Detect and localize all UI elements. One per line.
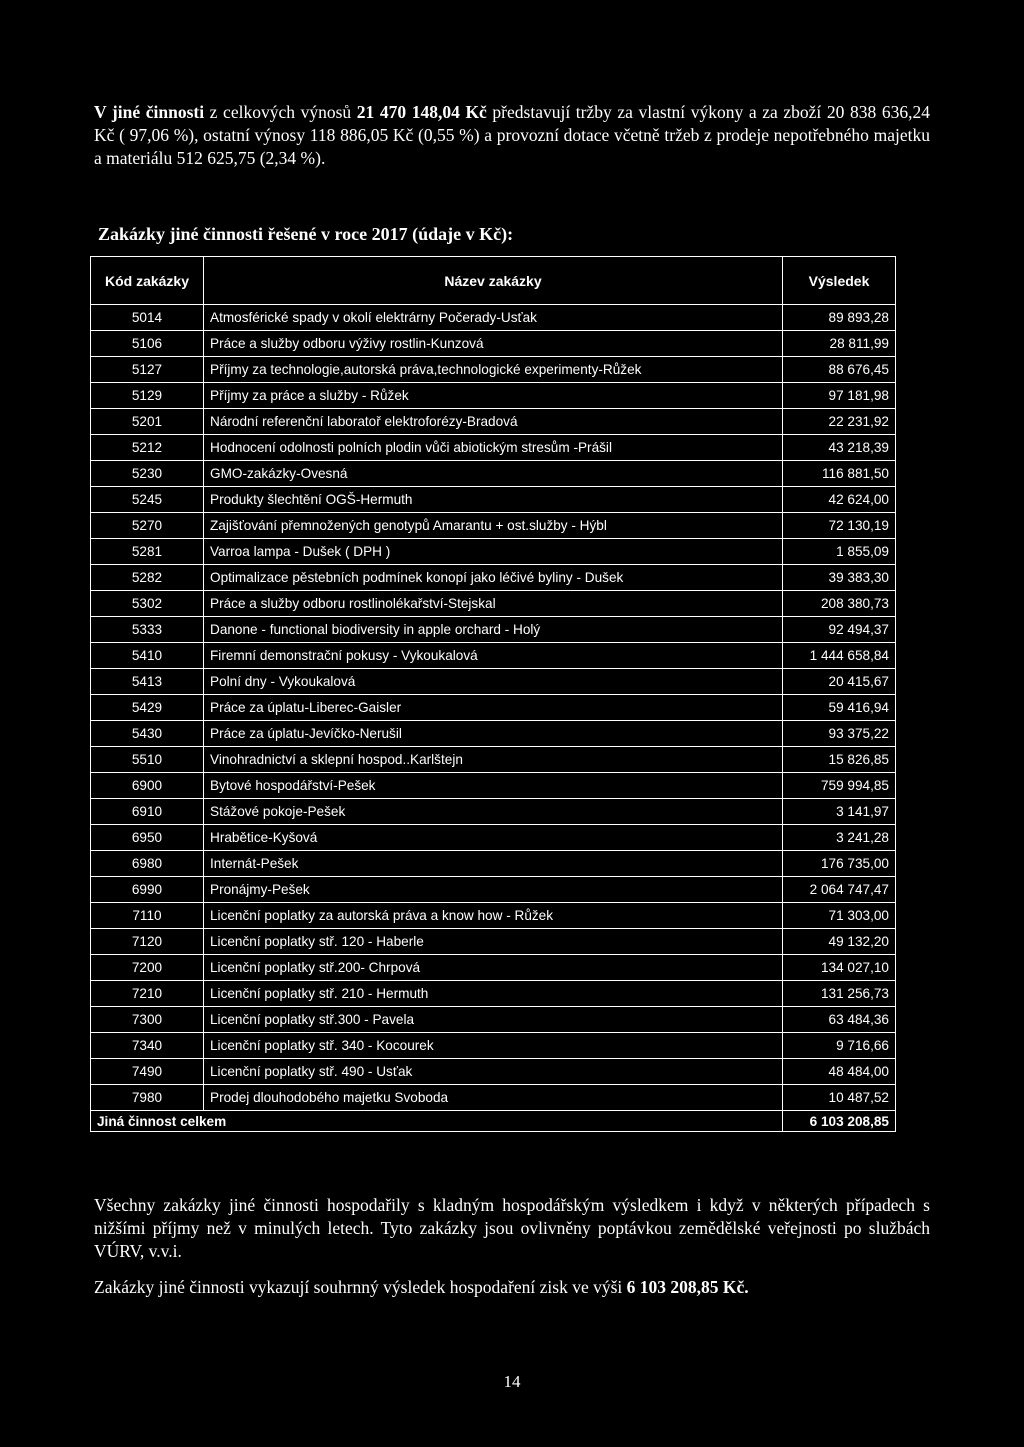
row-name: Vinohradnictví a sklepní hospod..Karlštejn: [204, 747, 783, 773]
row-code: 5510: [91, 747, 204, 773]
row-value: 92 494,37: [783, 617, 896, 643]
table-row: [91, 487, 896, 513]
row-code: 7980: [91, 1085, 204, 1111]
row-code: 5333: [91, 617, 204, 643]
table-row: [91, 1059, 896, 1085]
table-header-row: [91, 257, 896, 305]
table-row: [91, 591, 896, 617]
row-name: Licenční poplatky stř.300 - Pavela: [204, 1007, 783, 1033]
row-name: Firemní demonstrační pokusy - Vykoukalová: [204, 643, 783, 669]
row-code: 7200: [91, 955, 204, 981]
table-row: [91, 513, 896, 539]
table-row: [91, 799, 896, 825]
row-value: 39 383,30: [783, 565, 896, 591]
row-name: Bytové hospodářství-Pešek: [204, 773, 783, 799]
row-value: 10 487,52: [783, 1085, 896, 1111]
table-row: [91, 825, 896, 851]
row-value: 3 141,97: [783, 799, 896, 825]
table-row: [91, 409, 896, 435]
table-row: [91, 747, 896, 773]
table-row: [91, 1007, 896, 1033]
table-row: [91, 383, 896, 409]
row-name: Národní referenční laboratoř elektroforézy-Bradová: [204, 409, 783, 435]
total-value: 6 103 208,85: [783, 1111, 896, 1132]
page-number: 14: [503, 1372, 521, 1391]
intro-lead: V jiné činnosti: [94, 102, 205, 122]
row-value: 131 256,73: [783, 981, 896, 1007]
intro-text-b: představují tržby za vlastní výkony a za zboží 20 838 636,24 Kč ( 97,06 %), ostatní výnosy 118 886,05 Kč (0,55 %) a provozní dotace včetně tržeb z prodeje nepotřebného majetku a materiálu 512 625,75 (2,34 %).: [94, 102, 930, 168]
row-code: 5230: [91, 461, 204, 487]
row-value: 22 231,92: [783, 409, 896, 435]
table-heading: Zakázky jiné činnosti řešené v roce 2017 (údaje v Kč):: [98, 224, 514, 244]
row-code: 7110: [91, 903, 204, 929]
total-row: [91, 1111, 896, 1132]
row-name: Prodej dlouhodobého majetku Svoboda: [204, 1085, 783, 1111]
row-name: Licenční poplatky stř. 340 - Kocourek: [204, 1033, 783, 1059]
row-name: Internát-Pešek: [204, 851, 783, 877]
row-code: 5201: [91, 409, 204, 435]
table-row: [91, 617, 896, 643]
table-body: [91, 305, 896, 1132]
row-name: Příjmy za technologie,autorská práva,technologické experimenty-Růžek: [204, 357, 783, 383]
table-row: [91, 643, 896, 669]
row-value: 89 893,28: [783, 305, 896, 331]
row-code: 5245: [91, 487, 204, 513]
row-name: Licenční poplatky stř.200- Chrpová: [204, 955, 783, 981]
row-code: 7300: [91, 1007, 204, 1033]
row-code: 5106: [91, 331, 204, 357]
row-code: 6980: [91, 851, 204, 877]
row-code: 5429: [91, 695, 204, 721]
row-name: Hodnocení odolnosti polních plodin vůči abiotickým stresům -Prášil: [204, 435, 783, 461]
result-total: 6 103 208,85 Kč.: [626, 1277, 749, 1297]
table-row: [91, 877, 896, 903]
row-code: 6950: [91, 825, 204, 851]
row-name: Stážové pokoje-Pešek: [204, 799, 783, 825]
intro-paragraph: [94, 101, 930, 170]
row-name: Práce a služby odboru výživy rostlin-Kunzová: [204, 331, 783, 357]
row-code: 5127: [91, 357, 204, 383]
row-value: 3 241,28: [783, 825, 896, 851]
row-value: 72 130,19: [783, 513, 896, 539]
row-code: 5410: [91, 643, 204, 669]
row-value: 759 994,85: [783, 773, 896, 799]
table-row: [91, 903, 896, 929]
row-value: 28 811,99: [783, 331, 896, 357]
row-name: Atmosférické spady v okolí elektrárny Počerady-Usťak: [204, 305, 783, 331]
table-row: [91, 695, 896, 721]
summary-paragraph: Všechny zakázky jiné činnosti hospodařily s kladným hospodářským výsledkem i když v některých případech s nižšími příjmy než v minulých letech. Tyto zakázky jsou ovlivněny poptávkou zemědělské veřejnosti po službách VÚRV, v.v.i.: [94, 1195, 930, 1261]
intro-text-a: z celkových výnosů: [204, 102, 357, 122]
row-code: 5281: [91, 539, 204, 565]
row-code: 6900: [91, 773, 204, 799]
row-code: 7490: [91, 1059, 204, 1085]
row-name: Práce a služby odboru rostlinolékařství-Stejskal: [204, 591, 783, 617]
row-value: 20 415,67: [783, 669, 896, 695]
row-value: 71 303,00: [783, 903, 896, 929]
row-code: 5282: [91, 565, 204, 591]
row-code: 7340: [91, 1033, 204, 1059]
table-row: [91, 435, 896, 461]
table-row: [91, 305, 896, 331]
row-name: Licenční poplatky stř. 490 - Usťak: [204, 1059, 783, 1085]
total-label: Jiná činnost celkem: [91, 1111, 783, 1132]
table-row: [91, 773, 896, 799]
row-value: 88 676,45: [783, 357, 896, 383]
row-value: 208 380,73: [783, 591, 896, 617]
table-row: [91, 331, 896, 357]
contracts-table: [90, 256, 896, 1132]
row-value: 59 416,94: [783, 695, 896, 721]
row-code: 6910: [91, 799, 204, 825]
table-row: [91, 721, 896, 747]
result-paragraph: [94, 1276, 930, 1299]
table-row: [91, 669, 896, 695]
row-value: 116 881,50: [783, 461, 896, 487]
intro-total-revenue: 21 470 148,04 Kč: [356, 102, 487, 122]
row-code: 5270: [91, 513, 204, 539]
row-name: Optimalizace pěstebních podmínek konopí jako léčivé byliny - Dušek: [204, 565, 783, 591]
table-row: [91, 539, 896, 565]
row-code: 5014: [91, 305, 204, 331]
row-value: 176 735,00: [783, 851, 896, 877]
row-name: Zajišťování přemnožených genotypů Amarantu + ost.služby - Hýbl: [204, 513, 783, 539]
row-value: 134 027,10: [783, 955, 896, 981]
row-value: 2 064 747,47: [783, 877, 896, 903]
row-value: 93 375,22: [783, 721, 896, 747]
header-code: Kód zakázky: [91, 257, 204, 305]
row-code: 6990: [91, 877, 204, 903]
table-row: [91, 1085, 896, 1111]
row-code: 5413: [91, 669, 204, 695]
row-name: GMO-zakázky-Ovesná: [204, 461, 783, 487]
header-result: Výsledek: [783, 257, 896, 305]
row-name: Produkty šlechtění OGŠ-Hermuth: [204, 487, 783, 513]
result-text: Zakázky jiné činnosti vykazují souhrnný výsledek hospodaření zisk ve výši: [94, 1277, 627, 1297]
row-value: 15 826,85: [783, 747, 896, 773]
row-name: Licenční poplatky stř. 210 - Hermuth: [204, 981, 783, 1007]
table-row: [91, 955, 896, 981]
row-code: 5302: [91, 591, 204, 617]
row-value: 1 444 658,84: [783, 643, 896, 669]
row-name: Práce za úplatu-Liberec-Gaisler: [204, 695, 783, 721]
row-code: 7210: [91, 981, 204, 1007]
row-value: 42 624,00: [783, 487, 896, 513]
row-name: Pronájmy-Pešek: [204, 877, 783, 903]
row-name: Práce za úplatu-Jevíčko-Nerušil: [204, 721, 783, 747]
table-row: [91, 461, 896, 487]
row-value: 9 716,66: [783, 1033, 896, 1059]
row-name: Danone - functional biodiversity in apple orchard - Holý: [204, 617, 783, 643]
row-code: 5129: [91, 383, 204, 409]
row-code: 5430: [91, 721, 204, 747]
row-name: Příjmy za práce a služby - Růžek: [204, 383, 783, 409]
table-row: [91, 929, 896, 955]
row-value: 48 484,00: [783, 1059, 896, 1085]
row-name: Polní dny - Vykoukalová: [204, 669, 783, 695]
row-name: Hrabětice-Kyšová: [204, 825, 783, 851]
row-value: 97 181,98: [783, 383, 896, 409]
row-name: Varroa lampa - Dušek ( DPH ): [204, 539, 783, 565]
header-name: Název zakázky: [204, 257, 783, 305]
row-name: Licenční poplatky stř. 120 - Haberle: [204, 929, 783, 955]
table-row: [91, 981, 896, 1007]
row-code: 5212: [91, 435, 204, 461]
table-row: [91, 357, 896, 383]
row-value: 63 484,36: [783, 1007, 896, 1033]
row-name: Licenční poplatky za autorská práva a know how - Růžek: [204, 903, 783, 929]
table-row: [91, 851, 896, 877]
row-value: 49 132,20: [783, 929, 896, 955]
row-code: 7120: [91, 929, 204, 955]
row-value: 43 218,39: [783, 435, 896, 461]
row-value: 1 855,09: [783, 539, 896, 565]
table-row: [91, 565, 896, 591]
table-row: [91, 1033, 896, 1059]
